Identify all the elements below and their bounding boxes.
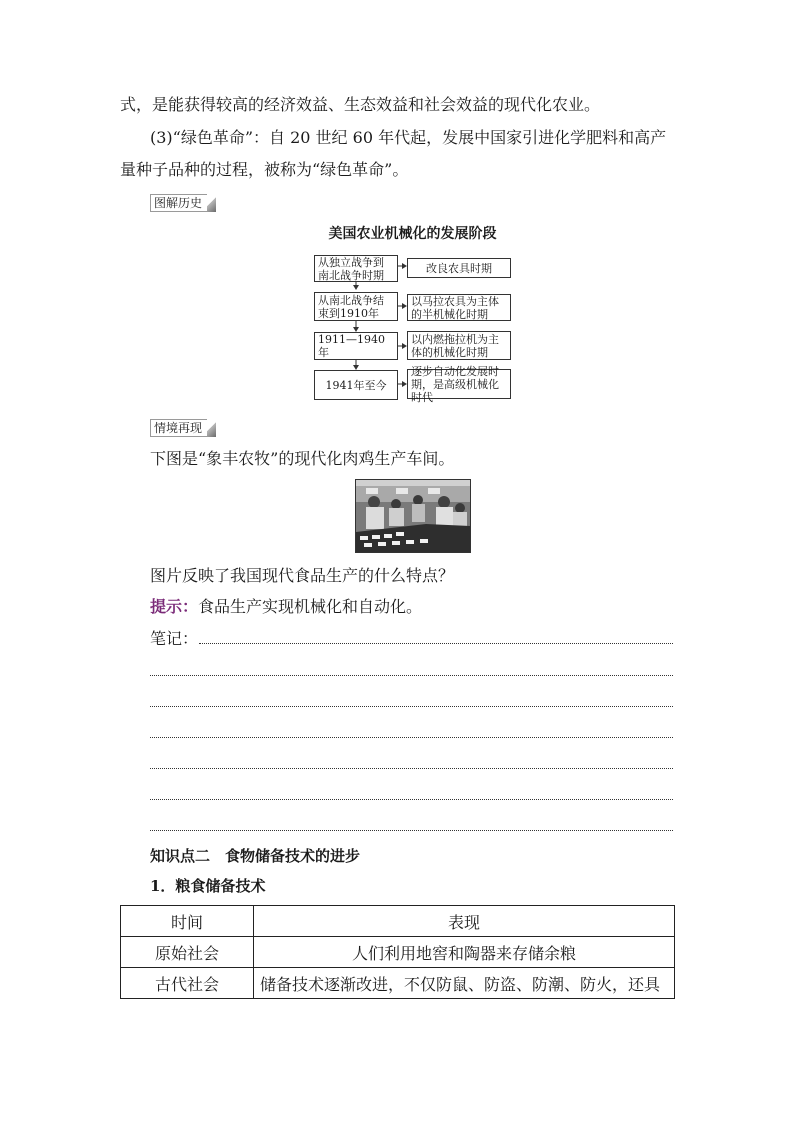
note-line[interactable] [150, 737, 673, 738]
stage-description-box: 逐步自动化发展时期，是高级机械化时代 [407, 369, 511, 399]
paragraph-line: 式，是能获得较高的经济效益、生态效益和社会效益的现代化农业。 [120, 95, 601, 114]
section-tag-illustrated-history [150, 194, 216, 212]
tag-label: 图解历史 [150, 194, 207, 212]
stage-description-box: 改良农具时期 [407, 258, 511, 278]
note-line[interactable] [150, 768, 673, 769]
hint-line [150, 597, 422, 617]
tag-corner-icon [207, 419, 216, 437]
table-cell: 原始社会 [121, 937, 254, 968]
table-cell: 储备技术逐渐改进，不仅防鼠、防盗、防潮、防火，还具 [254, 968, 675, 999]
note-line[interactable] [150, 675, 673, 676]
scenario-question: 图片反映了我国现代食品生产的什么特点？ [150, 566, 455, 585]
stage-description-box: 以马拉农具为主体的半机械化时期 [407, 294, 511, 321]
tag-corner-icon [207, 194, 216, 212]
stage-description-box: 以内燃拖拉机为主体的机械化时期 [407, 331, 511, 360]
table-header-cell: 表现 [254, 906, 675, 937]
stage-period-box: 从南北战争结束到1910年 [314, 292, 398, 321]
hint-label: 提示： [150, 597, 199, 616]
diagram-title: 美国农业机械化的发展阶段 [328, 226, 497, 242]
paragraph-line: 量种子品种的过程，被称为“绿色革命”。 [120, 160, 409, 179]
notes-label: 笔记： [150, 629, 199, 648]
grain-storage-table [120, 905, 675, 999]
factory-workshop-photo [355, 479, 471, 553]
paragraph-line: (3)“绿色革命”：自 20 世纪 60 年代起，发展中国家引进化学肥料和高产 [150, 128, 667, 147]
hint-text: 食品生产实现机械化和自动化。 [198, 597, 423, 616]
stage-period-box: 1911—1940年 [314, 332, 398, 360]
section-tag-scenario [150, 419, 216, 437]
table-row [121, 937, 675, 968]
table-cell: 人们利用地窖和陶器来存储余粮 [254, 937, 675, 968]
section-subheading: 1．粮食储备技术 [150, 877, 266, 895]
table-cell: 古代社会 [121, 968, 254, 999]
stage-period-box: 1941年至今 [314, 370, 398, 400]
section-heading: 知识点二 食物储备技术的进步 [150, 847, 361, 865]
scenario-intro: 下图是“象丰农牧”的现代化肉鸡生产车间。 [150, 449, 455, 468]
table-row [121, 968, 675, 999]
note-line[interactable] [150, 799, 673, 800]
table-header-cell: 时间 [121, 906, 254, 937]
note-line[interactable] [199, 643, 673, 644]
table-header-row [121, 906, 675, 937]
note-line[interactable] [150, 830, 673, 831]
stage-period-box: 从独立战争到南北战争时期 [314, 255, 398, 282]
tag-label: 情境再现 [150, 419, 207, 437]
note-line[interactable] [150, 706, 673, 707]
